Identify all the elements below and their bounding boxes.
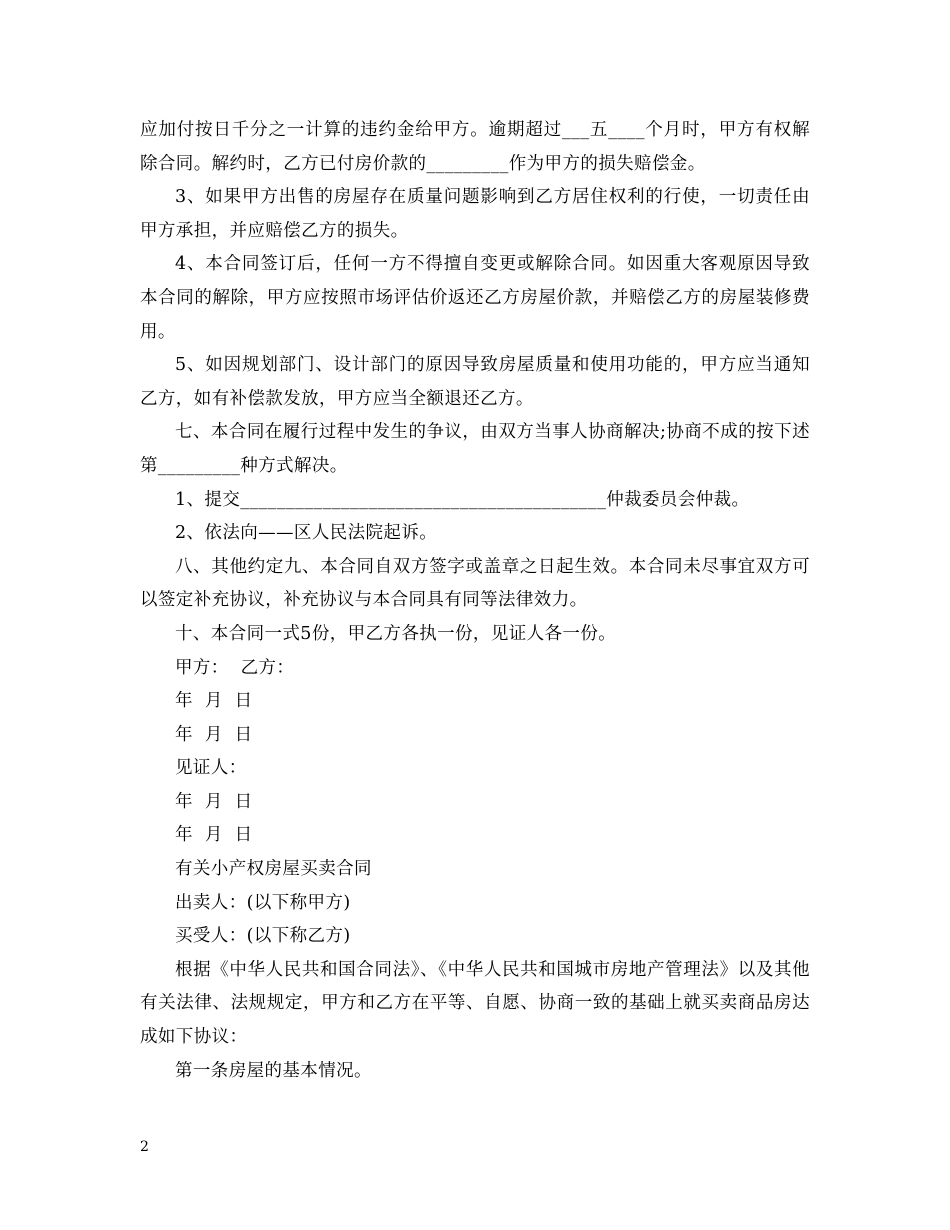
page-number: 2 bbox=[140, 1139, 149, 1155]
paragraph-court: 2、依法向——区人民法院起诉。 bbox=[175, 523, 438, 544]
paragraph-quality-liability: 3、如果甲方出售的房屋存在质量问题影响到乙方居住权利的行使，一切责任由甲方承担，并应赔偿乙方的损失。 bbox=[140, 187, 810, 241]
seller-line: 出卖人：(以下称甲方) bbox=[175, 892, 351, 913]
signature-parties: 甲方： 乙方： bbox=[175, 657, 295, 678]
signature-date: 年 月 日 bbox=[175, 724, 253, 745]
paragraph-penalty-clause: 应加付按日千分之一计算的违约金给甲方。逾期超过___五____个月时，甲方有权解除合同。解约时，乙方已付房价款的_________作为甲方的损失赔偿金。 bbox=[140, 120, 810, 174]
witness-label: 见证人： bbox=[175, 758, 247, 779]
paragraph-legal-basis: 根据《中华人民共和国合同法》、《中华人民共和国城市房地产管理法》以及其他有关法律、法规规定，甲方和乙方在平等、自愿、协商一致的基础上就买卖商品房达成如下协议： bbox=[140, 959, 810, 1048]
signature-date: 年 月 日 bbox=[175, 691, 253, 712]
paragraph-dispute-resolution: 七、本合同在履行过程中发生的争议，由双方当事人协商解决;协商不成的按下述第_________种方式解决。 bbox=[140, 422, 810, 476]
paragraph-termination: 4、本合同签订后，任何一方不得擅自变更或解除合同。如因重大客观原因导致本合同的解除，甲方应按照市场评估价返还乙方房屋价款，并赔偿乙方的房屋装修费用。 bbox=[140, 254, 810, 342]
paragraph-other-terms: 八、其他约定九、本合同自双方签字或盖章之日起生效。本合同未尽事宜双方可以签定补充协议，补充协议与本合同具有同等法律效力。 bbox=[140, 556, 810, 611]
signature-date: 年 月 日 bbox=[175, 825, 253, 846]
paragraph-planning-notice: 5、如因规划部门、设计部门的原因导致房屋质量和使用功能的，甲方应当通知乙方，如有补偿款发放，甲方应当全额退还乙方。 bbox=[140, 355, 810, 409]
document-body bbox=[140, 114, 810, 1088]
contract-title: 有关小产权房屋买卖合同 bbox=[175, 859, 372, 880]
buyer-line: 买受人：(以下称乙方) bbox=[175, 926, 351, 947]
paragraph-arbitration: 1、提交________________________________________仲裁委员会仲裁。 bbox=[175, 489, 750, 510]
article-one-heading: 第一条房屋的基本情况。 bbox=[175, 1060, 372, 1081]
signature-date: 年 月 日 bbox=[175, 791, 253, 812]
paragraph-copies: 十、本合同一式5份，甲乙方各执一份，见证人各一份。 bbox=[175, 623, 617, 644]
